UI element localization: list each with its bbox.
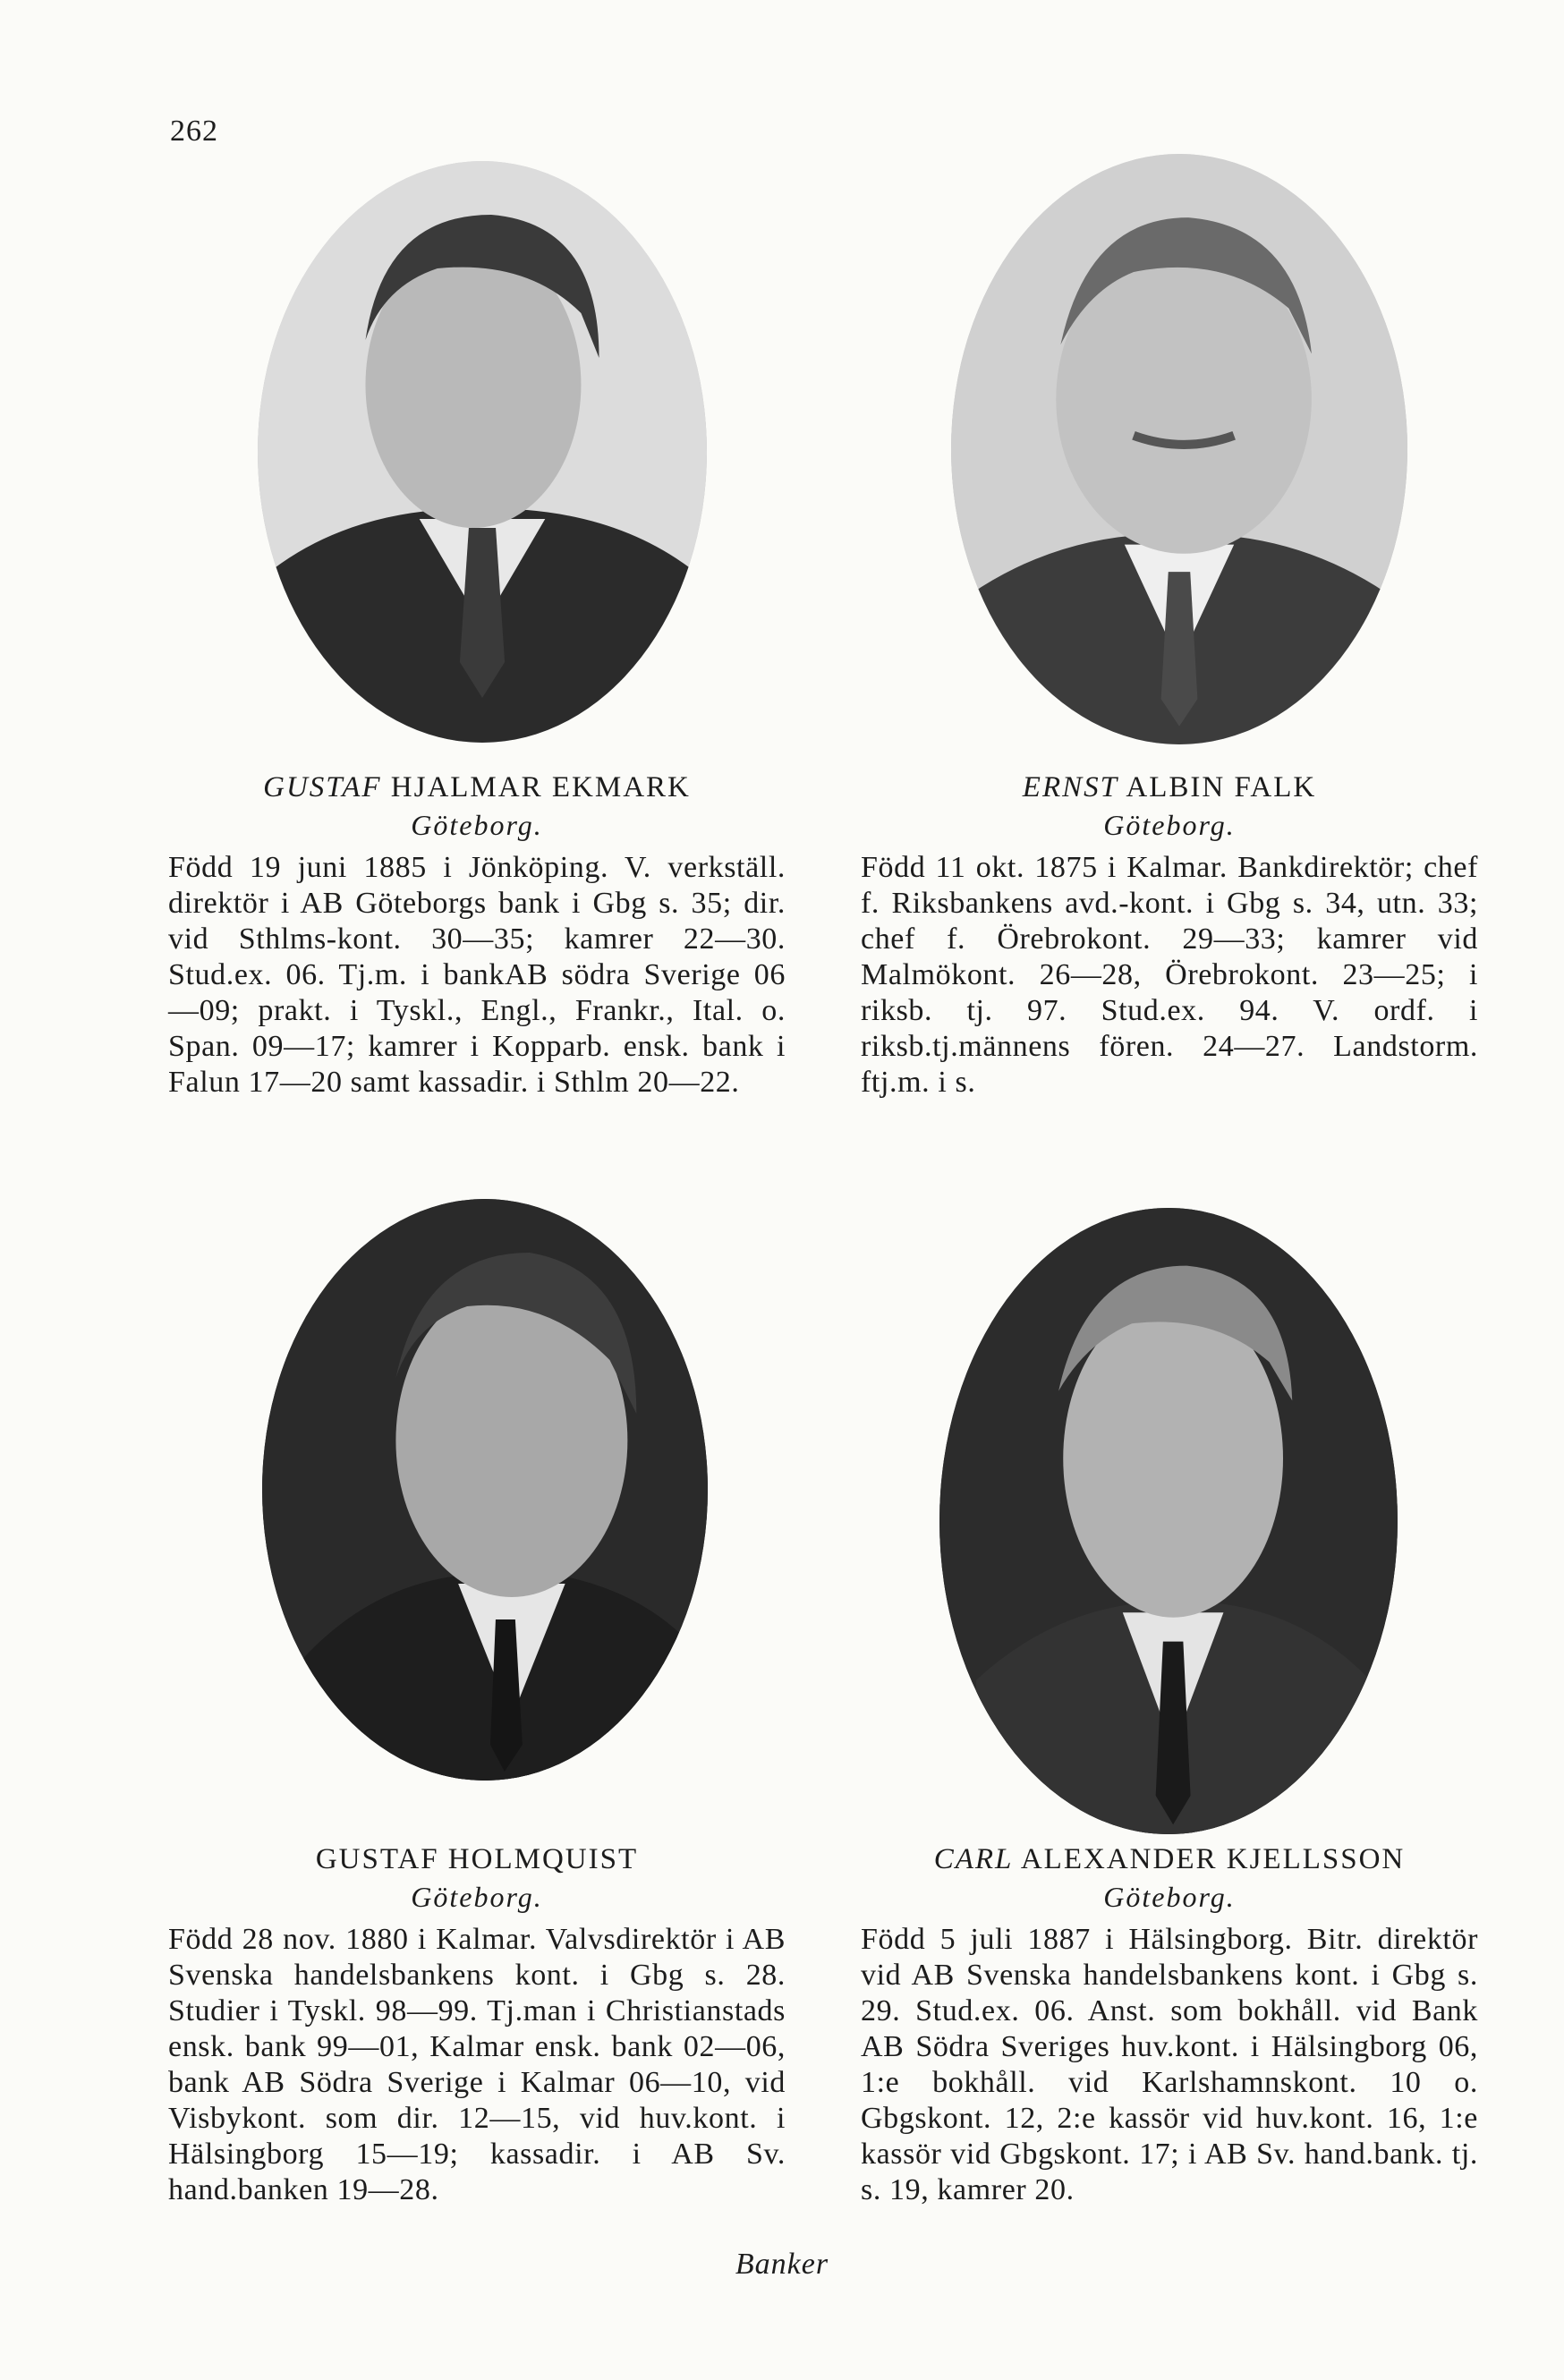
surname: GUSTAF HOLMQUIST xyxy=(315,1843,639,1875)
person-name xyxy=(168,1841,786,1877)
person-name xyxy=(861,1841,1478,1877)
portrait-photo-ekmark xyxy=(258,161,707,743)
portrait-photo-holmquist xyxy=(262,1199,708,1781)
surname: HJALMAR EKMARK xyxy=(390,771,691,803)
bio-text: Född 28 nov. 1880 i Kalmar. Valvsdirektör i AB Svenska handelsbankens kont. i Gbg s. 28. Studier i Tyskl. 98—99. Tj.man i Christianstads ensk. bank 99—01, Kalmar ensk. bank 02—06, bank AB Södra Sverige i Kalmar 06—10, vid Visbykont. som dir. 12—15, vid huv.kont. i Hälsingborg 15—19; kassadir. i AB Sv. hand.banken 19—28. xyxy=(168,1923,786,2206)
page-number: 262 xyxy=(170,115,218,148)
surname: ALBIN FALK xyxy=(1126,771,1317,803)
portrait-photo-falk xyxy=(951,154,1407,744)
bio-text: Född 11 okt. 1875 i Kalmar. Bankdirektör; chef f. Riksbankens avd.-kont. i Gbg s. 34, utn. 33; chef f. Örebrokont. 29—33; kamrer vid Malmökont. 26—28, Örebrokont. 23—25; i riksb. tj. 97. Stud.ex. 94. V. ordf. i riksb.tj.männens fören. 24—27. Landstorm. ftj.m. i s. xyxy=(861,851,1478,1099)
bio-holmquist xyxy=(168,1841,786,2208)
city: Göteborg. xyxy=(411,809,543,841)
bio-text: Född 5 juli 1887 i Hälsingborg. Bitr. direktör vid AB Svenska handelsbankens kont. i Gbg s. 29. Stud.ex. 06. Anst. som bokhåll. vid Bank AB Södra Sveriges huv.kont. i Hälsingborg 06, 1:e bokhåll. vid Karlshamnskont. 10 o. Gbgskont. 12, 2:e kassör vid huv.kont. 16, 1:e kassör vid Gbgskont. 17; i AB Sv. hand.bank. tj. s. 19, kamrer 20. xyxy=(861,1923,1478,2206)
bio-text: Född 19 juni 1885 i Jönköping. V. verkställ. direktör i AB Göteborgs bank i Gbg s. 35; dir. vid Sthlms-kont. 30—35; kamrer 22—30. Stud.ex. 06. Tj.m. i bankAB södra Sverige 06 —09; prakt. i Tyskl., Engl., Frankr., Ital. o. Span. 09—17; kamrer i Kopparb. ensk. bank i Falun 17—20 samt kassadir. i Sthlm 20—22. xyxy=(168,851,786,1099)
first-name: ERNST xyxy=(1022,771,1118,803)
bio-falk xyxy=(861,769,1478,1101)
portrait-photo-kjellsson xyxy=(939,1208,1398,1834)
section-footer: Banker xyxy=(735,2248,829,2281)
city: Göteborg. xyxy=(1103,1881,1236,1913)
surname: ALEXANDER KJELLSSON xyxy=(1020,1843,1406,1875)
person-name xyxy=(861,769,1478,805)
bio-ekmark xyxy=(168,769,786,1101)
first-name: GUSTAF xyxy=(263,771,382,803)
bio-kjellsson xyxy=(861,1841,1478,2208)
city: Göteborg. xyxy=(411,1881,543,1913)
first-name: CARL xyxy=(933,1843,1014,1875)
person-name xyxy=(168,769,786,805)
city: Göteborg. xyxy=(1103,809,1236,841)
